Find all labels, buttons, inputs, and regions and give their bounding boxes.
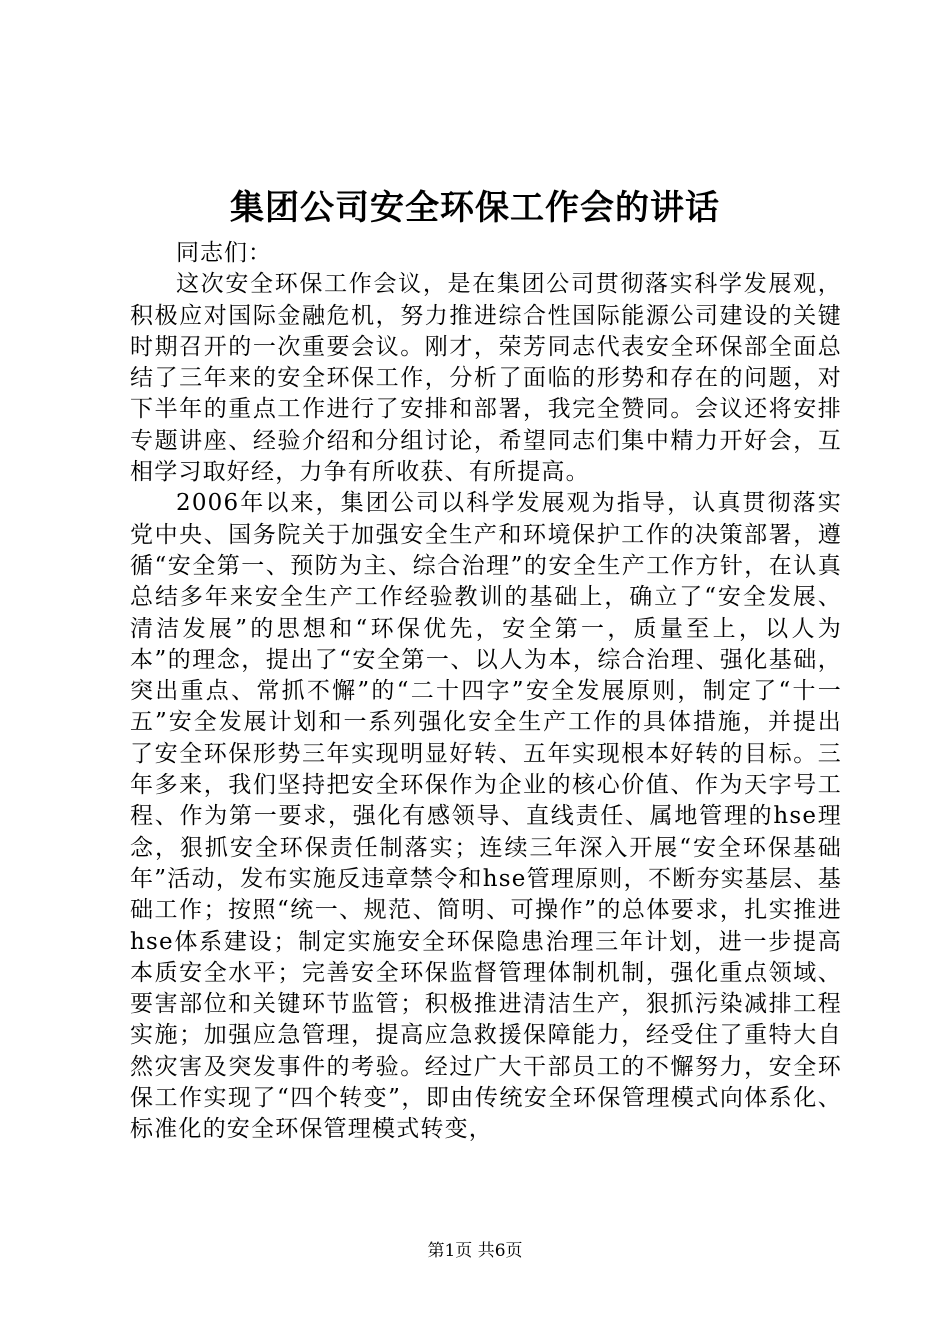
document-title: 集团公司安全环保工作会的讲话 [230,188,720,228]
paragraph-2: 2006年以来，集团公司以科学发展观为指导，认真贯彻落实党中央、国务院关于加强安全生产和环境保护工作的决策部署，遵循“安全第一、预防为主、综合治理”的安全生产工作方针，在认真总结多年来安全生产工作经验教训的基础上，确立了“安全发展、清洁发展”的思想和“环保优先，安全第一，质量至上，以人为本”的理念，提出了“安全第一、以人为本，综合治理、强化基础，突出重点、常抓不懈”的“二十四字”安全发展原则，制定了“十一五”安全发展计划和一系列强化安全生产工作的具体措施，并提出了安全环保形势三年实现明显好转、五年实现根本好转的目标。三年多来，我们坚持把安全环保作为企业的核心价值、作为天字号工程、作为第一要求，强化有感领导、直线责任、属地管理的hse理念，狠抓安全环保责任制落实；连续三年深入开展“安全环保基础年”活动，发布实施反违章禁令和hse管理原则，不断夯实基层、基础工作；按照“统一、规范、简明、可操作”的总体要求，扎实推进hse体系建设；制定实施安全环保隐患治理三年计划，进一步提高本质安全水平；完善安全环保监督管理体制机制，强化重点领域、要害部位和关键环节监管；积极推进清洁生产，狠抓污染减排工程实施；加强应急管理，提高应急救援保障能力，经受住了重特大自然灾害及突发事件的考验。经过广大干部员工的不懈努力，安全环保工作实现了“四个转变”，即由传统安全环保管理模式向体系化、标准化的安全环保管理模式转变， [130,490,842,1143]
salutation: 同志们： [176,240,272,266]
page-footer: 第1页 共6页 [427,1241,523,1261]
document-body [130,238,842,1146]
paragraph-1: 这次安全环保工作会议，是在集团公司贯彻落实科学发展观，积极应对国际金融危机，努力推进综合性国际能源公司建设的关键时期召开的一次重要会议。刚才，荣芳同志代表安全环保部全面总结了三年来的安全环保工作，分析了面临的形势和存在的问题，对下半年的重点工作进行了安排和部署，我完全赞同。会议还将安排专题讲座、经验介绍和分组讨论，希望同志们集中精力开好会，互相学习取好经，力争有所收获、有所提高。 [130,271,842,486]
